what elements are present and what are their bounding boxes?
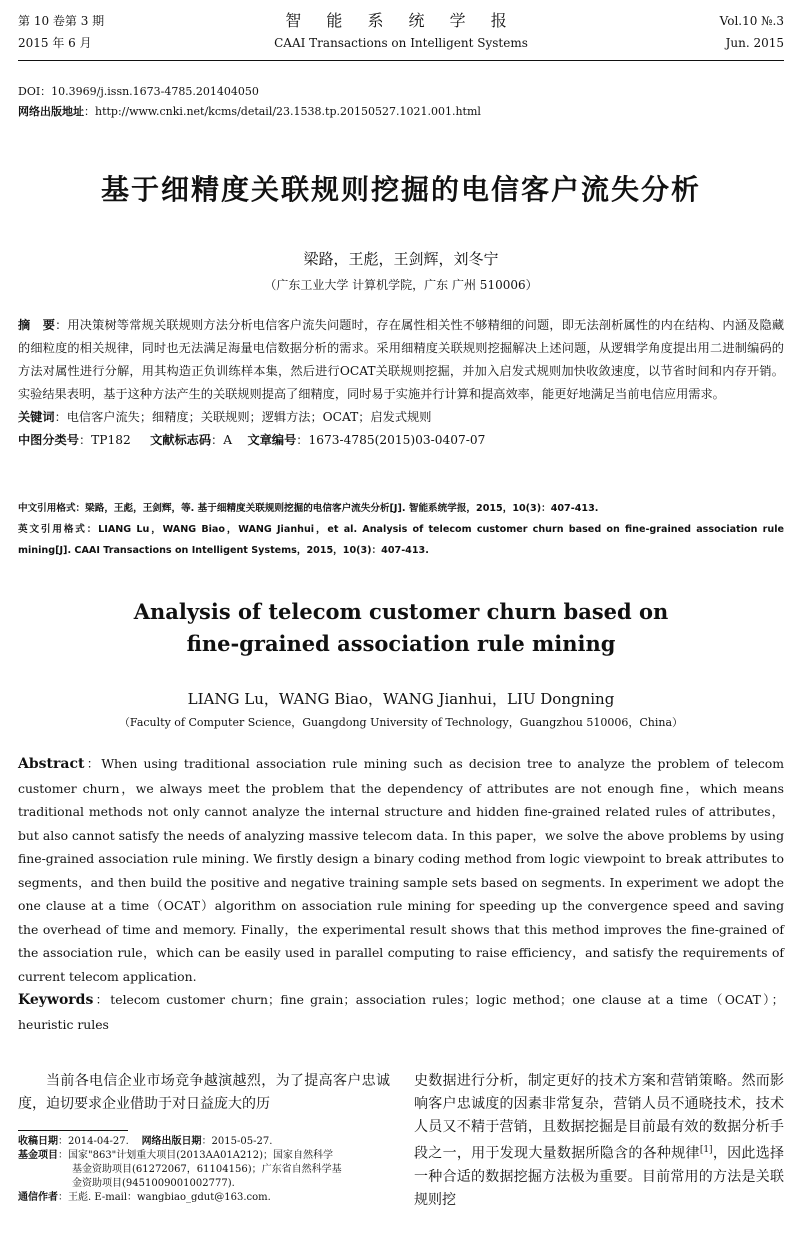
body-paragraph-left: 当前各电信企业市场竞争越演越烈，为了提高客户忠诚度，迫切要求企业借助于对日益庞大的历 <box>18 1073 390 1112</box>
authors-en: LIANG Lu，WANG Biao，WANG Jianhui，LIU Dongning <box>187 690 615 708</box>
clc-value: ：TP182 <box>78 433 131 447</box>
clc-label: 中图分类号 <box>18 433 79 447</box>
title-en <box>0 596 802 660</box>
abstract-cn <box>18 314 784 452</box>
fund-line2: 基金资助项目(61272067，61104156)；广东省自然科学基 <box>72 1164 342 1175</box>
journal-name-en: CAAI Transactions on Intelligent Systems <box>274 36 528 50</box>
title-cn: 基于细精度关联规则挖掘的电信客户流失分析 <box>100 173 701 206</box>
footnotes <box>18 1135 390 1205</box>
article-no-value: ：1673-4785(2015)03-0407-07 <box>296 433 486 447</box>
affiliation-cn: （广东工业大学 计算机学院，广东 广州 510006） <box>264 278 538 292</box>
title-en-line2: fine-grained association rule mining <box>186 631 616 656</box>
header-rule <box>18 60 784 61</box>
volume-issue: 第 10 卷第 3 期 <box>18 14 105 28</box>
citation-cn: 中文引用格式：梁路，王彪，王剑辉，等. 基于细精度关联规则挖掘的电信客户流失分析[J]. 智能系统学报，2015，10(3)：407-413. <box>18 503 599 514</box>
fund-line1: ：国家"863"计划重大项目(2013AA01A212)；国家自然科学 <box>58 1150 334 1161</box>
citation-block <box>18 498 784 561</box>
footnote-fund <box>18 1149 390 1163</box>
footnote-rule <box>18 1130 128 1131</box>
citation-en: 英文引用格式：LIANG Lu，WANG Biao，WANG Jianhui，et al. Analysis of telecom customer churn based on fine-grained association rule mining[J]. CAAI Transactions on Intelligent Systems，2015，10(3)：407-413. <box>18 524 784 556</box>
corr-label: 通信作者 <box>18 1192 58 1203</box>
keywords-en-text: ：telecom customer churn；fine grain；association rules；logic method；one clause at a time（OCAT）；heuristic rules <box>18 992 784 1032</box>
doc-code-label: 文献标志码 <box>150 433 212 447</box>
doi-block <box>18 82 481 122</box>
abstract-cn-body <box>18 314 784 406</box>
body-column-right <box>414 1070 784 1212</box>
doi-text: DOI：10.3969/j.issn.1673-4785.201404050 <box>18 85 259 98</box>
issue-date: 2015 年 6 月 <box>18 36 92 50</box>
abstract-en-label: Abstract <box>18 756 85 772</box>
keywords-cn <box>18 406 784 429</box>
volume-issue-en: Vol.10 №.3 <box>719 14 784 28</box>
abstract-en-body <box>18 752 784 988</box>
classification-line <box>18 429 784 452</box>
issue-date-en: Jun. 2015 <box>725 36 784 50</box>
fund-line3: 金资助项目(9451009001002777). <box>72 1178 235 1189</box>
body-right-part1: 史数据进行分析，制定更好的技术方案和营销策略。然而影响客户忠诚度的因素非常复杂，营销人员不通晓技术，技术人员又不精于营销，且数据挖掘是目前最有效的数据分析手段之一，用于发现大量数据所隐含的各种规律 <box>414 1073 784 1162</box>
authors-cn: 梁路，王彪，王剑辉，刘冬宁 <box>303 250 499 268</box>
abstract-cn-text: ：用决策树等常规关联规则方法分析电信客户流失问题时，存在属性相关性不够精细的问题，即无法剖析属性的内在结构、内涵及隐藏的细粒度的相关规律，同时也无法满足海量电信数据分析的需求。采用细精度关联规则挖掘解决上述问题，从逻辑学角度提出用二进制编码的方法对属性进行分解，用其构造正负训练样本集，然后进行OCAT关联规则挖掘，并加入启发式规则加快收敛速度，以节省时间和内存开销。实验结果表明，基于这种方法产生的关联规则提高了细精度，同时易于实施并行计算和提高效率，能更好地满足当前电信应用需求。 <box>18 318 785 401</box>
online-date-label: 网络出版日期 <box>141 1136 202 1147</box>
abstract-en <box>18 752 784 1036</box>
online-date: ：2015-05-27. <box>201 1136 273 1147</box>
reference-mark[interactable]: [1] <box>699 1145 713 1155</box>
body-paragraph-right <box>414 1070 784 1212</box>
footnote-correspondence <box>18 1191 390 1205</box>
body-column-left <box>18 1070 390 1205</box>
received-label: 收稿日期 <box>18 1136 58 1147</box>
keywords-cn-text: ：电信客户流失；细精度；关联规则；逻辑方法；OCAT；启发式规则 <box>54 410 432 424</box>
keywords-en-label: Keywords <box>18 992 94 1008</box>
body-right-part2: ，因此选择一种合适的数据挖掘方法极为重要。目前常用的方法是关联规则挖 <box>414 1145 785 1208</box>
fund-label: 基金项目 <box>18 1150 58 1161</box>
abstract-en-text: ：When using traditional association rule mining such as decision tree to analyze the problem of telecom customer churn，we always meet the problem that the dependency of attributes are not enough fine，which means traditional methods not only cannot analyze the internal structure and hidden fine-grained related rules of attributes，but also cannot satisfy the needs of analyzing massive telecom data. In this paper，we solve the above problems by using fine-grained association rule mining. We firstly design a binary coding method from logic viewpoint to break attributes to segments，and then build the positive and negative training sample sets based on segments. In experiment we adopt the one clause at a time（OCAT）algorithm on association rule mining for speeding up the convergence speed and saving the overhead of time and memory. Finally，the experimental result shows that this method improves the fine-grained of the association rule，which can be easily used in parallel computing to raise efficiency，and satisfy the requirements of current telecom application. <box>18 756 784 984</box>
abstract-cn-label: 摘 要 <box>18 318 56 332</box>
keywords-en <box>18 988 784 1036</box>
online-url-label: 网络出版地址 <box>18 105 84 118</box>
received-date: ：2014-04-27. <box>58 1136 129 1147</box>
keywords-cn-label: 关键词 <box>18 410 55 424</box>
running-header <box>18 10 784 56</box>
title-en-line1: Analysis of telecom customer churn based on <box>133 599 669 624</box>
online-url-line <box>18 102 481 122</box>
corr-text: ：王彪. E-mail：wangbiao_gdut@163.com. <box>58 1192 271 1203</box>
article-no-label: 文章编号 <box>247 433 297 447</box>
doc-code-value: ：A <box>211 433 233 447</box>
footnote-dates <box>18 1135 390 1149</box>
journal-name-cn: 智 能 系 统 学 报 <box>285 11 517 30</box>
online-url[interactable]: ：http://www.cnki.net/kcms/detail/23.1538.tp.20150527.1021.001.html <box>84 105 481 118</box>
affiliation-en: （Faculty of Computer Science，Guangdong University of Technology，Guangzhou 510006，China） <box>118 716 684 729</box>
